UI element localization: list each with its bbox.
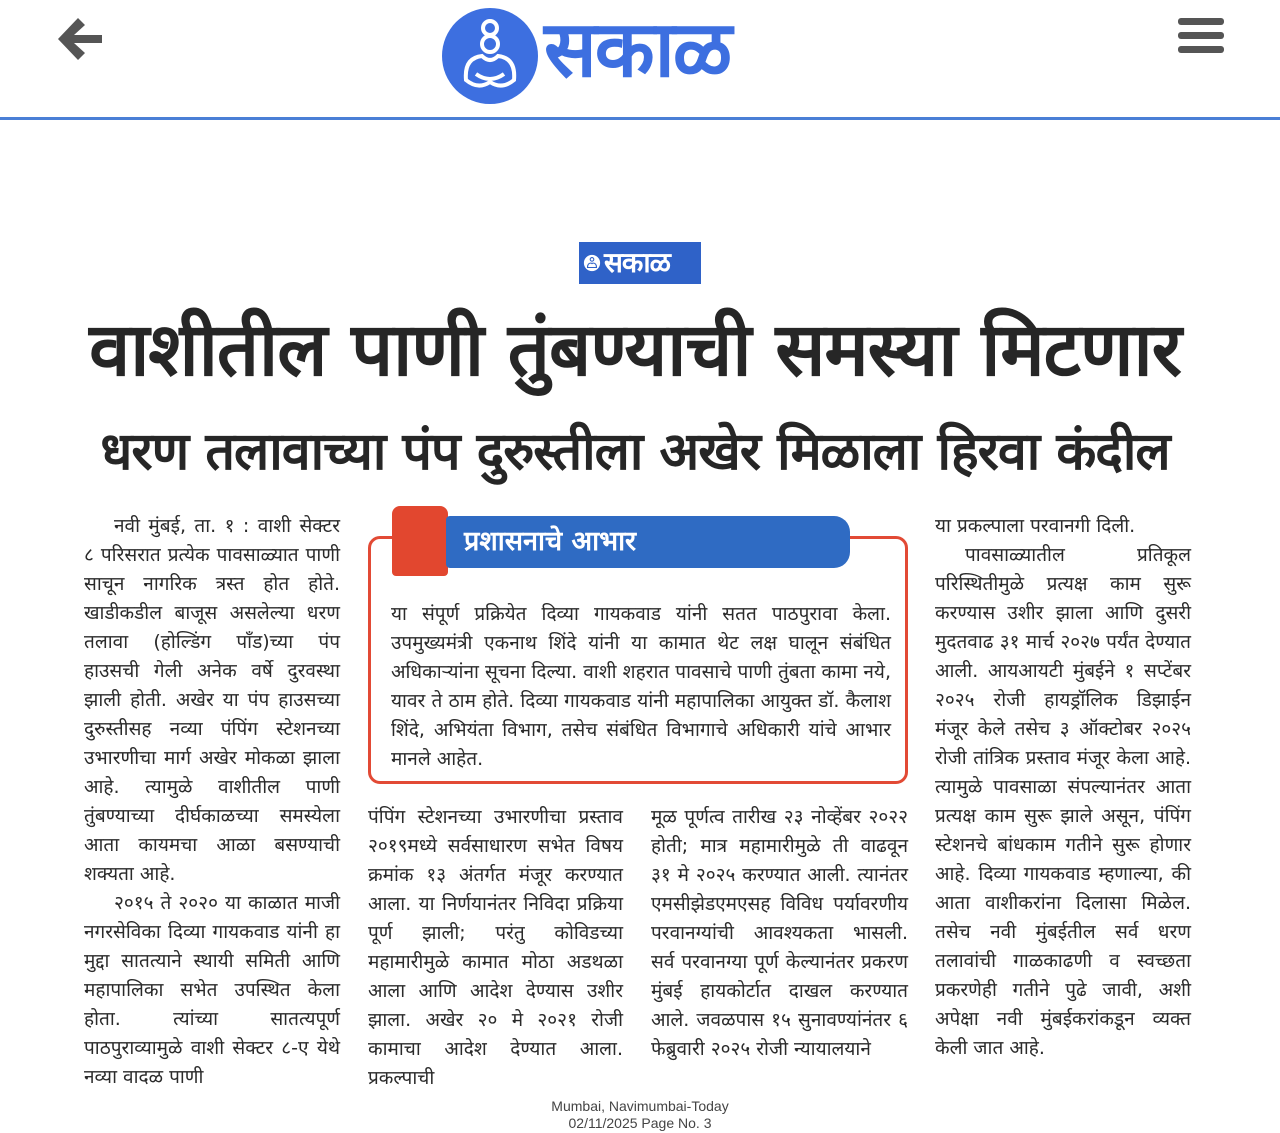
sakal-emblem-small-icon <box>583 254 601 272</box>
paragraph: मूळ पूर्णत्व तारीख २३ नोव्हेंबर २०२२ होती; मात्र महामारीमुळे ती वाढवून ३१ मे २०२५ करण्यात आली. त्यानंतर एमसीझेडएमएसह विविध पर्यावरणीय परवानग्यांची आवश्यकता भासली. सर्व परवानग्या पूर्ण केल्यानंतर प्रकरण मुंबई हायकोर्टात दाखल करण्यात आले. जवळपास १५ सुनावण्यांनंतर ६ फेब्रुवारी २०२५ रोजी न्यायालयाने <box>651 806 908 1060</box>
box-title: प्रशासनाचे आभार <box>446 516 850 568</box>
box-text: या संपूर्ण प्रक्रियेत दिव्या गायकवाड यांनी सतत पाठपुरावा केला. उपमुख्यमंत्री एकनाथ शिंदे यांनी या कामात थेट लक्ष घालून संबंधित अधिकाऱ्यांना सूचना दिल्या. वाशी शहरात पावसाचे पाणी तुंबता कामा नये, यावर ते ठाम होते. दिव्या गायकवाड यांनी महापालिका आयुक्त डॉ. कैलाश शिंदे, अभियंता विभाग, तसेच संबंधित विभागाचे अधिकारी यांचे आभार मानले आहेत. <box>391 603 891 770</box>
hamburger-menu-icon <box>1172 18 1230 53</box>
paragraph: नवी मुंबई, ता. १ : वाशी सेक्टर ८ परिसरात प्रत्येक पावसाळ्यात पाणी साचून नागरिक त्रस्त होत होते. खाडीकडील बाजूस असलेल्या धरण तलावा (होल्डिंग पाँड)च्या पंप हाउसची गेली अनेक वर्षे दुरवस्था झाली होती. अखेर या पंप हाउसच्या दुरुस्तीसह नव्या पंपिंग स्टेशनच्या उभारणीचा मार्ग अखेर मोकळा झाला आहे. त्यामुळे वाशीतील पाणी तुंबण्याच्या दीर्घकाळच्या समस्येला आता कायमचा आळा बसण्याची शक्यता आहे. <box>84 515 340 885</box>
article-column-1 <box>84 512 340 1092</box>
header-divider <box>0 117 1280 120</box>
back-button[interactable] <box>52 14 108 64</box>
box-tab-accent <box>392 506 448 576</box>
article-column-2 <box>368 803 623 1093</box>
top-app-bar <box>0 0 1280 120</box>
date-page-label: 02/11/2025 Page No. 3 <box>568 1115 712 1131</box>
article-column-3 <box>651 803 908 1064</box>
arrow-left-icon <box>52 14 108 64</box>
paragraph: या प्रकल्पाला परवानगी दिली. <box>935 515 1136 537</box>
article-subheadline: धरण तलावाच्या पंप दुरुस्तीला अखेर मिळाला हिरवा कंदील <box>100 422 1170 482</box>
paragraph: पावसाळ्यातील प्रतिकूल परिस्थितीमुळे प्रत्यक्ष काम सुरू करण्यास उशीर झाला आणि दुसरी मुदतवाढ ३१ मार्च २०२७ पर्यंत देण्यात आली. आयआयटी मुंबईने १ सप्टेंबर २०२५ रोजी हायड्रॉलिक डिझाईन मंजूर केले तसेच ३ ऑक्टोबर २०२५ रोजी तांत्रिक प्रस्ताव मंजूर केला आहे. त्यामुळे पावसाळा संपल्यानंतर आता प्रत्यक्ष काम सुरू झाले असून, पंपिंग स्टेशनचे बांधकाम गतीने सुरू होणार आहे. दिव्या गायकवाड म्हणाल्या, की आता वाशीकरांना दिलासा मिळेल. तसेच नवी मुंबईतील सर्व धरण तलावांची गाळकाढणी व स्वच्छता प्रकरणेही गतीने पुढे जावी, अशी अपेक्षा नवी मुंबईकरांकडून व्यक्त केली जात आहे. <box>935 544 1191 1059</box>
article-column-4 <box>935 512 1191 1063</box>
brand-logo[interactable] <box>440 4 840 108</box>
brand-wordmark: सकाळ <box>544 5 731 95</box>
article-headline: वाशीतील पाणी तुंबण्याची समस्या मिटणार <box>89 307 1181 393</box>
sakal-emblem-icon <box>440 6 540 106</box>
clipping-footer <box>490 1098 790 1132</box>
paragraph: पंपिंग स्टेशनच्या उभारणीचा प्रस्ताव २०१९मध्ये सर्वसाधारण सभेत विषय क्रमांक १३ अंतर्गत मंजूर करण्यात आला. या निर्णयानंतर निविदा प्रक्रिया पूर्ण झाली; परंतु कोविडच्या महामारीमुळे कामात मोठा अडथळा आला आणि आदेश देण्यास उशीर झाला. अखेर २० मे २०२१ रोजी कामाचा आदेश देण्यात आला. प्रकल्पाची <box>368 806 623 1089</box>
menu-button[interactable] <box>1172 14 1230 62</box>
clipping-masthead-text: सकाळ <box>604 246 670 279</box>
edition-label: Mumbai, Navimumbai-Today <box>551 1098 729 1114</box>
paragraph: २०१५ ते २०२० या काळात माजी नगरसेविका दिव्या गायकवाड यांनी हा मुद्दा सातत्याने स्थायी समिती आणि महापालिका सभेत उपस्थित केला होता. त्यांच्या सातत्यपूर्ण पाठपुराव्यामुळे वाशी सेक्टर ८-ए येथे नव्या वादळ पाणी <box>84 892 340 1088</box>
clipping-masthead <box>579 242 701 284</box>
